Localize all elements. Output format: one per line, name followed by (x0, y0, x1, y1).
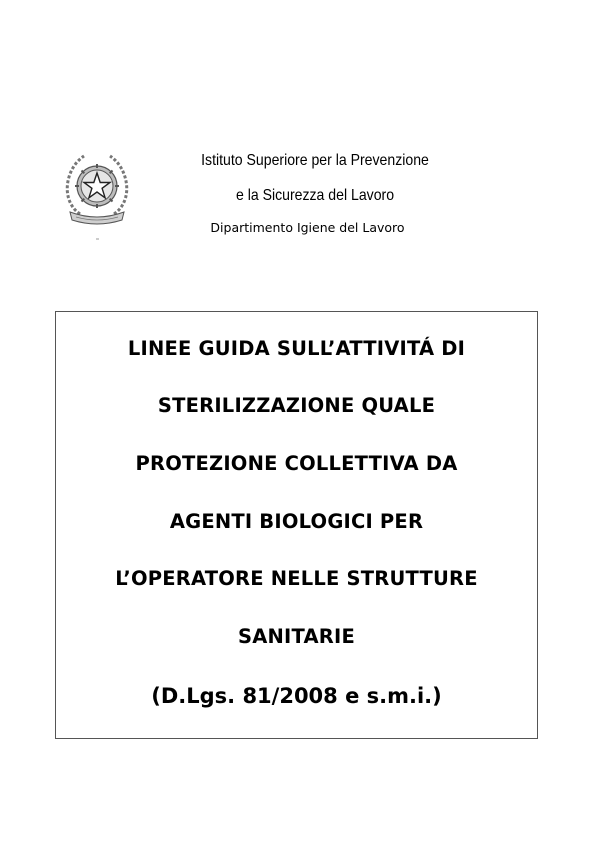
legislation-reference: (D.Lgs. 81/2008 e s.m.i.) (151, 684, 442, 708)
italian-republic-emblem-icon (62, 148, 132, 243)
department-name: Dipartimento Igiene del Lavoro (210, 220, 405, 235)
title-line-1: LINEE GUIDA SULL’ATTIVITÁ DI (127, 337, 466, 360)
title-line-4: AGENTI BIOLOGICI PER (169, 510, 424, 533)
institute-name-line2: e la Sicurezza del Lavoro (235, 187, 395, 204)
title-line-3: PROTEZIONE COLLETTIVA DA (135, 452, 458, 475)
title-line-6: SANITARIE (238, 625, 355, 648)
title-line-2: STERILIZZAZIONE QUALE (157, 394, 436, 417)
institute-name-line1: Istituto Superiore per la Prevenzione (201, 152, 429, 169)
title-line-5: L’OPERATORE NELLE STRUTTURE (115, 567, 478, 590)
title-box (55, 311, 538, 739)
